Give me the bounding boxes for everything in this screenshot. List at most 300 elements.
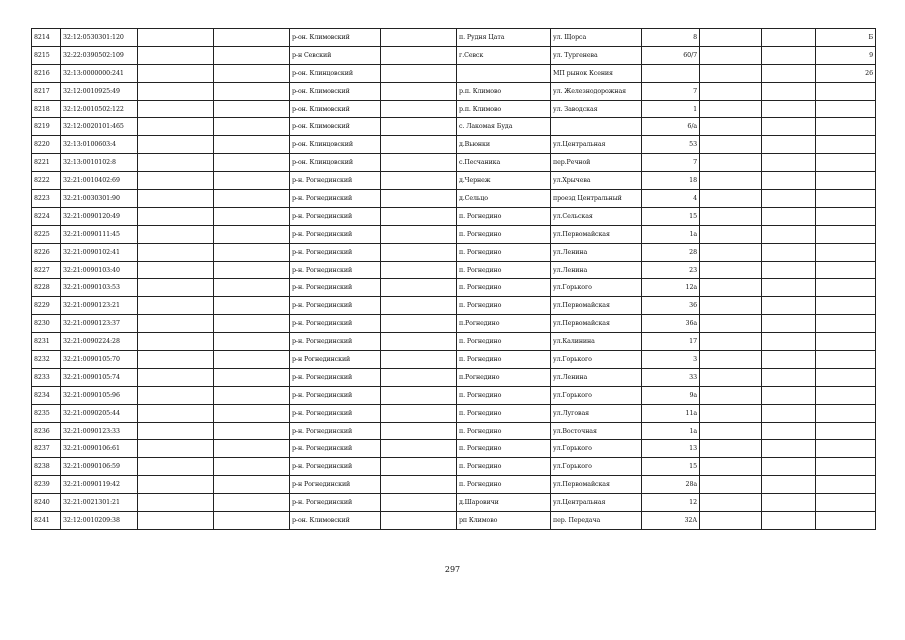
- cadastral-number-cell: 32:21:0090105:74: [61, 368, 138, 386]
- row-number-cell: 8235: [32, 404, 61, 422]
- cadastral-number-cell: 32:12:0020101:465: [61, 118, 138, 136]
- empty-cell: [381, 404, 457, 422]
- district-cell: р-он. Клинцовский: [290, 154, 381, 172]
- empty-cell: [214, 315, 290, 333]
- extra-value-cell: 26: [816, 64, 876, 82]
- empty-cell: [381, 243, 457, 261]
- street-cell: ул.Горького: [551, 440, 642, 458]
- empty-cell: [138, 261, 214, 279]
- street-cell: ул.Горького: [551, 351, 642, 369]
- empty-cell: [381, 261, 457, 279]
- empty-cell: [762, 190, 816, 208]
- empty-cell: [700, 351, 762, 369]
- empty-cell: [381, 154, 457, 172]
- empty-cell: [700, 225, 762, 243]
- row-number-cell: 8224: [32, 207, 61, 225]
- street-cell: ул.Центральная: [551, 136, 642, 154]
- empty-cell: [138, 512, 214, 530]
- table-row: [32, 386, 876, 404]
- empty-cell: [214, 225, 290, 243]
- empty-cell: [762, 118, 816, 136]
- street-cell: проезд Центральный: [551, 190, 642, 208]
- row-number-cell: 8240: [32, 494, 61, 512]
- table-row: [32, 261, 876, 279]
- row-number-cell: 8214: [32, 29, 61, 47]
- empty-cell: [762, 315, 816, 333]
- district-cell: р-он. Климовский: [290, 29, 381, 47]
- table-row: [32, 440, 876, 458]
- house-number-cell: 36а: [642, 315, 700, 333]
- empty-cell: [381, 190, 457, 208]
- locality-cell: [457, 64, 551, 82]
- empty-cell: [700, 404, 762, 422]
- district-cell: р-н. Рогнединский: [290, 315, 381, 333]
- registry-table: [31, 28, 876, 530]
- district-cell: р-он. Климовский: [290, 512, 381, 530]
- row-number-cell: 8232: [32, 351, 61, 369]
- empty-cell: [762, 351, 816, 369]
- house-number-cell: 9а: [642, 386, 700, 404]
- extra-value-cell: [816, 154, 876, 172]
- district-cell: р-н. Рогнединский: [290, 172, 381, 190]
- district-cell: р-н. Рогнединский: [290, 368, 381, 386]
- extra-value-cell: 9: [816, 46, 876, 64]
- empty-cell: [214, 404, 290, 422]
- empty-cell: [138, 279, 214, 297]
- house-number-cell: 7: [642, 154, 700, 172]
- cadastral-number-cell: 32:12:0010502:122: [61, 100, 138, 118]
- empty-cell: [700, 207, 762, 225]
- street-cell: ул.Центральная: [551, 494, 642, 512]
- cadastral-number-cell: 32:21:0090119:42: [61, 476, 138, 494]
- house-number-cell: 13: [642, 440, 700, 458]
- empty-cell: [214, 29, 290, 47]
- empty-cell: [138, 476, 214, 494]
- empty-cell: [762, 494, 816, 512]
- house-number-cell: 12а: [642, 279, 700, 297]
- row-number-cell: 8233: [32, 368, 61, 386]
- empty-cell: [138, 243, 214, 261]
- house-number-cell: 15: [642, 458, 700, 476]
- empty-cell: [138, 154, 214, 172]
- locality-cell: п. Рогнедино: [457, 297, 551, 315]
- row-number-cell: 8220: [32, 136, 61, 154]
- house-number-cell: 28а: [642, 476, 700, 494]
- locality-cell: п. Рогнедино: [457, 458, 551, 476]
- row-number-cell: 8215: [32, 46, 61, 64]
- extra-value-cell: [816, 351, 876, 369]
- row-number-cell: 8227: [32, 261, 61, 279]
- empty-cell: [138, 458, 214, 476]
- page-number: 297: [444, 565, 461, 574]
- street-cell: ул.Ленина: [551, 261, 642, 279]
- locality-cell: д.Шаровичи: [457, 494, 551, 512]
- house-number-cell: 8: [642, 29, 700, 47]
- empty-cell: [700, 118, 762, 136]
- row-number-cell: 8230: [32, 315, 61, 333]
- empty-cell: [214, 82, 290, 100]
- cadastral-number-cell: 32:21:0090123:33: [61, 422, 138, 440]
- extra-value-cell: [816, 386, 876, 404]
- locality-cell: п.Рогнедино: [457, 368, 551, 386]
- empty-cell: [700, 261, 762, 279]
- empty-cell: [700, 368, 762, 386]
- district-cell: р-он. Климовский: [290, 82, 381, 100]
- empty-cell: [138, 136, 214, 154]
- empty-cell: [762, 386, 816, 404]
- empty-cell: [700, 458, 762, 476]
- empty-cell: [762, 476, 816, 494]
- empty-cell: [762, 100, 816, 118]
- district-cell: р-он. Климовский: [290, 100, 381, 118]
- extra-value-cell: [816, 207, 876, 225]
- empty-cell: [381, 225, 457, 243]
- empty-cell: [138, 29, 214, 47]
- empty-cell: [214, 351, 290, 369]
- street-cell: пер.Речной: [551, 154, 642, 172]
- empty-cell: [381, 118, 457, 136]
- empty-cell: [214, 279, 290, 297]
- empty-cell: [700, 154, 762, 172]
- empty-cell: [700, 279, 762, 297]
- table-row: [32, 404, 876, 422]
- street-cell: ул.Первомайская: [551, 225, 642, 243]
- empty-cell: [381, 207, 457, 225]
- row-number-cell: 8216: [32, 64, 61, 82]
- extra-value-cell: [816, 118, 876, 136]
- district-cell: р-н. Рогнединский: [290, 207, 381, 225]
- locality-cell: п. Рогнедино: [457, 279, 551, 297]
- locality-cell: г.Севск: [457, 46, 551, 64]
- extra-value-cell: [816, 100, 876, 118]
- table-row: [32, 100, 876, 118]
- row-number-cell: 8218: [32, 100, 61, 118]
- cadastral-number-cell: 32:21:0090120:49: [61, 207, 138, 225]
- house-number-cell: 15: [642, 207, 700, 225]
- district-cell: р-он. Клинцовский: [290, 136, 381, 154]
- empty-cell: [381, 476, 457, 494]
- locality-cell: р.п. Климово: [457, 82, 551, 100]
- table-row: [32, 64, 876, 82]
- empty-cell: [138, 351, 214, 369]
- table-row: [32, 172, 876, 190]
- house-number-cell: 7: [642, 82, 700, 100]
- house-number-cell: 33: [642, 368, 700, 386]
- locality-cell: п. Рогнедино: [457, 476, 551, 494]
- empty-cell: [762, 136, 816, 154]
- street-cell: ул.Восточная: [551, 422, 642, 440]
- empty-cell: [381, 458, 457, 476]
- house-number-cell: 6/а: [642, 118, 700, 136]
- empty-cell: [214, 422, 290, 440]
- table-row: [32, 46, 876, 64]
- table-row: [32, 225, 876, 243]
- cadastral-number-cell: 32:21:0090224:28: [61, 333, 138, 351]
- extra-value-cell: [816, 458, 876, 476]
- row-number-cell: 8238: [32, 458, 61, 476]
- locality-cell: п. Рогнедино: [457, 207, 551, 225]
- cadastral-number-cell: 32:12:0010925:49: [61, 82, 138, 100]
- locality-cell: д.Сельцо: [457, 190, 551, 208]
- street-cell: ул. Щорса: [551, 29, 642, 47]
- house-number-cell: 32А: [642, 512, 700, 530]
- empty-cell: [700, 100, 762, 118]
- empty-cell: [381, 64, 457, 82]
- empty-cell: [138, 297, 214, 315]
- extra-value-cell: [816, 422, 876, 440]
- house-number-cell: 53: [642, 136, 700, 154]
- empty-cell: [762, 207, 816, 225]
- row-number-cell: 8219: [32, 118, 61, 136]
- street-cell: ул. Железнодорожная: [551, 82, 642, 100]
- extra-value-cell: [816, 82, 876, 100]
- row-number-cell: 8221: [32, 154, 61, 172]
- locality-cell: п. Рогнедино: [457, 404, 551, 422]
- empty-cell: [138, 368, 214, 386]
- empty-cell: [214, 368, 290, 386]
- empty-cell: [138, 82, 214, 100]
- row-number-cell: 8237: [32, 440, 61, 458]
- cadastral-number-cell: 32:12:0530301:120: [61, 29, 138, 47]
- empty-cell: [381, 100, 457, 118]
- extra-value-cell: [816, 440, 876, 458]
- row-number-cell: 8225: [32, 225, 61, 243]
- table-row: [32, 458, 876, 476]
- table-row: [32, 315, 876, 333]
- locality-cell: п.Рогнедино: [457, 315, 551, 333]
- street-cell: ул.Первомайская: [551, 297, 642, 315]
- table-row: [32, 512, 876, 530]
- empty-cell: [381, 351, 457, 369]
- empty-cell: [762, 172, 816, 190]
- extra-value-cell: [816, 315, 876, 333]
- empty-cell: [700, 172, 762, 190]
- district-cell: р-он. Климовский: [290, 118, 381, 136]
- extra-value-cell: [816, 368, 876, 386]
- district-cell: р-н. Рогнединский: [290, 494, 381, 512]
- house-number-cell: 1: [642, 100, 700, 118]
- district-cell: р-н. Рогнединский: [290, 261, 381, 279]
- district-cell: р-н. Рогнединский: [290, 279, 381, 297]
- district-cell: р-н. Рогнединский: [290, 225, 381, 243]
- street-cell: пер. Передача: [551, 512, 642, 530]
- registry-body: [32, 29, 876, 530]
- empty-cell: [138, 46, 214, 64]
- district-cell: р-н. Рогнединский: [290, 440, 381, 458]
- cadastral-number-cell: 32:21:0030301:90: [61, 190, 138, 208]
- house-number-cell: 4: [642, 190, 700, 208]
- empty-cell: [214, 207, 290, 225]
- empty-cell: [381, 386, 457, 404]
- extra-value-cell: [816, 404, 876, 422]
- street-cell: ул.Хрычева: [551, 172, 642, 190]
- table-row: [32, 476, 876, 494]
- empty-cell: [700, 440, 762, 458]
- street-cell: ул.Горького: [551, 386, 642, 404]
- district-cell: р-н. Рогнединский: [290, 297, 381, 315]
- cadastral-number-cell: 32:21:0021301:21: [61, 494, 138, 512]
- locality-cell: с.Песчаника: [457, 154, 551, 172]
- street-cell: ул.Первомайская: [551, 476, 642, 494]
- empty-cell: [138, 333, 214, 351]
- table-row: [32, 118, 876, 136]
- locality-cell: п. Рогнедино: [457, 333, 551, 351]
- empty-cell: [762, 29, 816, 47]
- extra-value-cell: [816, 297, 876, 315]
- cadastral-number-cell: 32:21:0010402:69: [61, 172, 138, 190]
- district-cell: р-н. Рогнединский: [290, 422, 381, 440]
- cadastral-number-cell: 32:12:0010209:38: [61, 512, 138, 530]
- empty-cell: [381, 279, 457, 297]
- extra-value-cell: Б: [816, 29, 876, 47]
- extra-value-cell: [816, 190, 876, 208]
- empty-cell: [762, 512, 816, 530]
- locality-cell: п. Рогнедино: [457, 422, 551, 440]
- empty-cell: [700, 297, 762, 315]
- house-number-cell: 1а: [642, 422, 700, 440]
- cadastral-number-cell: 32:22:0390502:109: [61, 46, 138, 64]
- street-cell: ул.Горького: [551, 458, 642, 476]
- empty-cell: [214, 243, 290, 261]
- table-row: [32, 136, 876, 154]
- locality-cell: п. Рогнедино: [457, 243, 551, 261]
- row-number-cell: 8241: [32, 512, 61, 530]
- empty-cell: [762, 404, 816, 422]
- locality-cell: р.п. Климово: [457, 100, 551, 118]
- row-number-cell: 8226: [32, 243, 61, 261]
- cadastral-number-cell: 32:13:0010102:8: [61, 154, 138, 172]
- extra-value-cell: [816, 243, 876, 261]
- table-row: [32, 279, 876, 297]
- house-number-cell: 18: [642, 172, 700, 190]
- street-cell: ул.Ленина: [551, 243, 642, 261]
- empty-cell: [214, 297, 290, 315]
- empty-cell: [762, 261, 816, 279]
- street-cell: ул. Тургенева: [551, 46, 642, 64]
- district-cell: р-н Севский: [290, 46, 381, 64]
- house-number-cell: 60/7: [642, 46, 700, 64]
- empty-cell: [214, 261, 290, 279]
- locality-cell: рп Климово: [457, 512, 551, 530]
- street-cell: ул.Калинина: [551, 333, 642, 351]
- cadastral-number-cell: 32:21:0090106:61: [61, 440, 138, 458]
- row-number-cell: 8231: [32, 333, 61, 351]
- table-row: [32, 494, 876, 512]
- empty-cell: [700, 46, 762, 64]
- cadastral-number-cell: 32:21:0090103:53: [61, 279, 138, 297]
- empty-cell: [762, 333, 816, 351]
- empty-cell: [700, 190, 762, 208]
- empty-cell: [214, 333, 290, 351]
- empty-cell: [138, 190, 214, 208]
- empty-cell: [381, 136, 457, 154]
- district-cell: р-н. Рогнединский: [290, 386, 381, 404]
- empty-cell: [762, 64, 816, 82]
- extra-value-cell: [816, 512, 876, 530]
- locality-cell: п. Рогнедино: [457, 261, 551, 279]
- district-cell: р-н. Рогнединский: [290, 333, 381, 351]
- row-number-cell: 8223: [32, 190, 61, 208]
- empty-cell: [138, 225, 214, 243]
- empty-cell: [762, 154, 816, 172]
- empty-cell: [700, 82, 762, 100]
- empty-cell: [138, 386, 214, 404]
- street-cell: ул.Первомайская: [551, 315, 642, 333]
- empty-cell: [381, 46, 457, 64]
- table-row: [32, 82, 876, 100]
- empty-cell: [700, 315, 762, 333]
- row-number-cell: 8236: [32, 422, 61, 440]
- empty-cell: [762, 243, 816, 261]
- row-number-cell: 8239: [32, 476, 61, 494]
- street-cell: ул.Ленина: [551, 368, 642, 386]
- district-cell: р-н. Рогнединский: [290, 243, 381, 261]
- empty-cell: [214, 118, 290, 136]
- table-row: [32, 154, 876, 172]
- empty-cell: [381, 494, 457, 512]
- house-number-cell: 36: [642, 297, 700, 315]
- house-number-cell: 11а: [642, 404, 700, 422]
- table-row: [32, 190, 876, 208]
- district-cell: р-он. Клинцовский: [290, 64, 381, 82]
- empty-cell: [762, 279, 816, 297]
- house-number-cell: 12: [642, 494, 700, 512]
- empty-cell: [700, 476, 762, 494]
- district-cell: р-н Рогнединский: [290, 476, 381, 494]
- empty-cell: [214, 512, 290, 530]
- empty-cell: [214, 458, 290, 476]
- empty-cell: [381, 82, 457, 100]
- house-number-cell: 17: [642, 333, 700, 351]
- empty-cell: [138, 64, 214, 82]
- empty-cell: [762, 297, 816, 315]
- table-row: [32, 351, 876, 369]
- empty-cell: [214, 64, 290, 82]
- empty-cell: [138, 440, 214, 458]
- empty-cell: [700, 512, 762, 530]
- district-cell: р-н. Рогнединский: [290, 458, 381, 476]
- house-number-cell: 23: [642, 261, 700, 279]
- empty-cell: [214, 440, 290, 458]
- empty-cell: [700, 422, 762, 440]
- empty-cell: [381, 368, 457, 386]
- district-cell: р-н. Рогнединский: [290, 190, 381, 208]
- empty-cell: [381, 422, 457, 440]
- locality-cell: д.Вьюнки: [457, 136, 551, 154]
- empty-cell: [214, 476, 290, 494]
- table-row: [32, 243, 876, 261]
- row-number-cell: 8229: [32, 297, 61, 315]
- street-cell: ул.Горького: [551, 279, 642, 297]
- district-cell: р-н. Рогнединский: [290, 404, 381, 422]
- cadastral-number-cell: 32:21:0090123:37: [61, 315, 138, 333]
- extra-value-cell: [816, 333, 876, 351]
- empty-cell: [381, 315, 457, 333]
- empty-cell: [214, 136, 290, 154]
- empty-cell: [214, 154, 290, 172]
- empty-cell: [700, 386, 762, 404]
- cadastral-number-cell: 32:13:0000000:241: [61, 64, 138, 82]
- empty-cell: [214, 172, 290, 190]
- empty-cell: [762, 225, 816, 243]
- table-row: [32, 29, 876, 47]
- row-number-cell: 8228: [32, 279, 61, 297]
- empty-cell: [138, 118, 214, 136]
- street-cell: [551, 118, 642, 136]
- cadastral-number-cell: 32:21:0090105:96: [61, 386, 138, 404]
- empty-cell: [381, 512, 457, 530]
- house-number-cell: 3: [642, 351, 700, 369]
